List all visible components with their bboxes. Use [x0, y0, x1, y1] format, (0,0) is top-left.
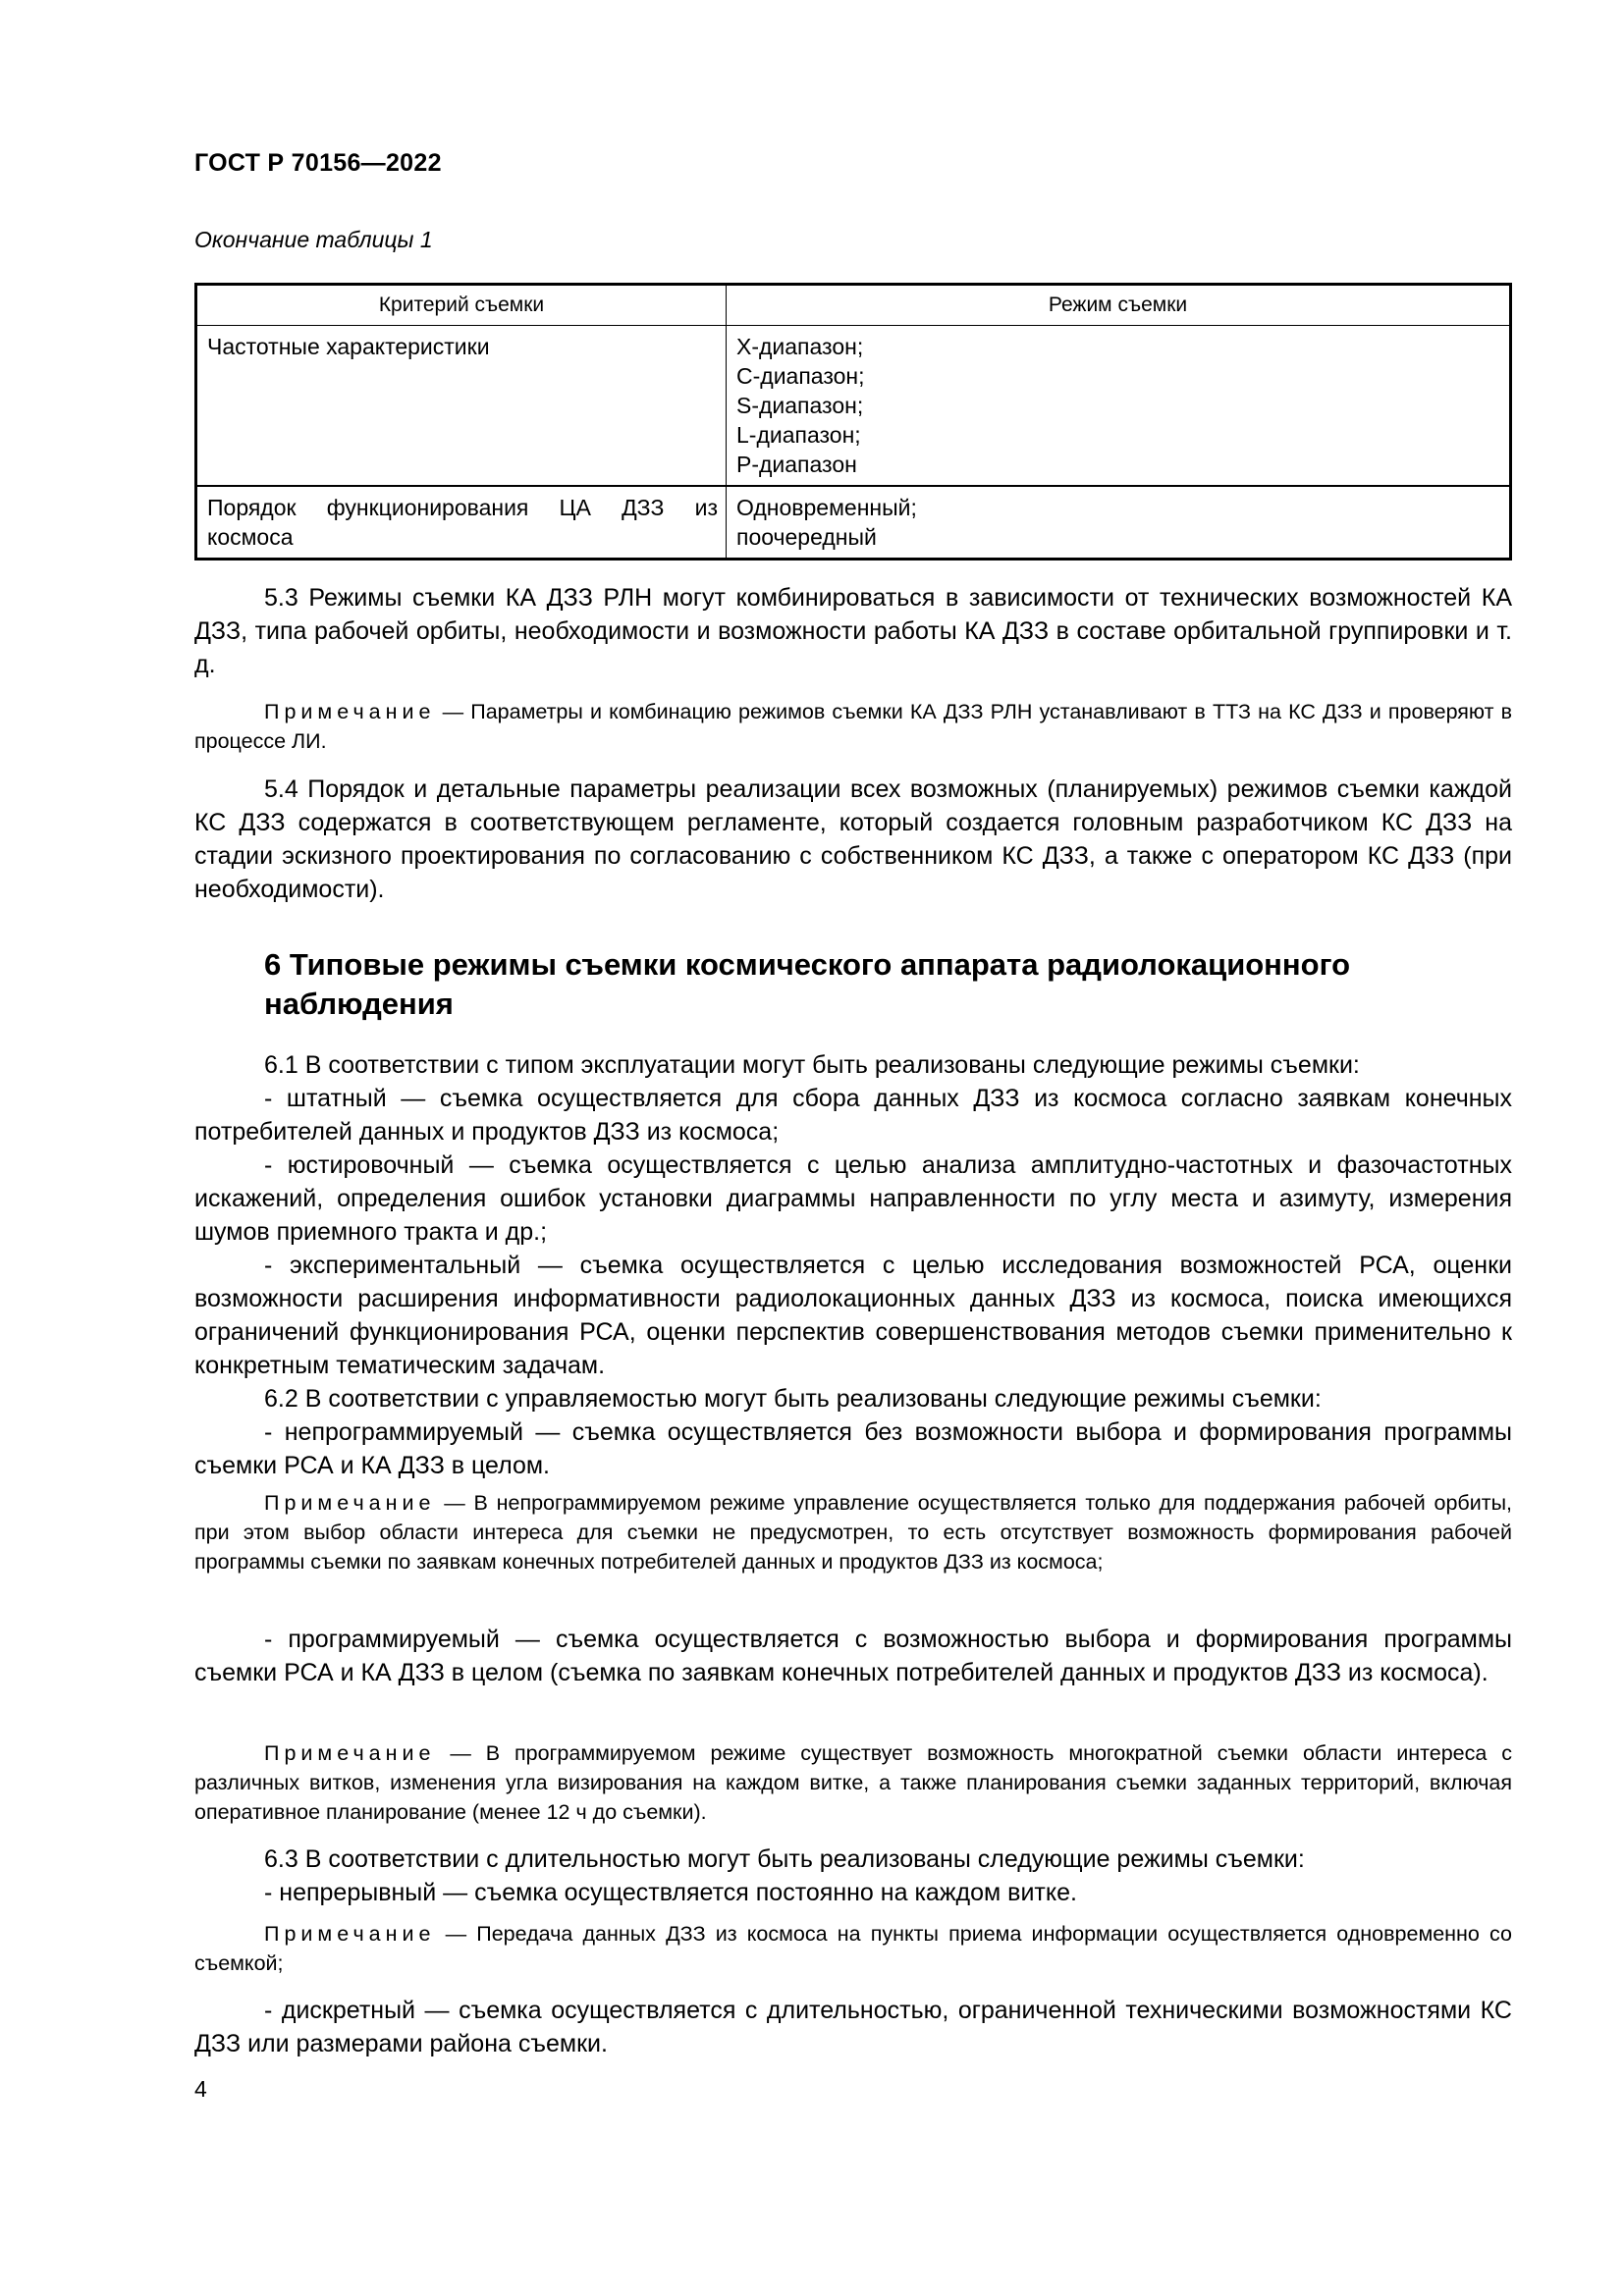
mode-item: поочередный [736, 524, 877, 550]
table-header-mode: Режим съемки [727, 285, 1511, 326]
paragraph-6-1: 6.1 В соответствии с типом эксплуатации могут быть реализованы следующие режимы съемки: [264, 1051, 1360, 1079]
mode-item: С-диапазон; [736, 363, 865, 389]
list-item: - программируемый — съемка осуществляется с возможностью выбора и формирования программы съемки РСА и КА ДЗЗ в целом (съемка по заявкам конечных потребителей данных и продуктов ДЗЗ из космоса). [194, 1626, 1512, 1686]
note-text: — Передача данных ДЗЗ из космоса на пункты приема информации осуществляется одновременно со съемкой; [194, 1922, 1512, 1975]
note-4 [194, 1919, 1512, 1978]
table-row [196, 486, 1511, 560]
paragraph-6-3: 6.3 В соответствии с длительностью могут быть реализованы следующие режимы съемки: [264, 1845, 1305, 1873]
section-6-body-part-2 [194, 1623, 1512, 1689]
note-text: — В программируемом режиме существует возможность многократной съемки области интереса с различных витков, изменения угла визирования на каждом витке, а также планирования съемки заданных территорий, включая оперативное планирование (менее 12 ч до съемки). [194, 1741, 1512, 1824]
table-1 [194, 283, 1512, 561]
paragraph-text: 5.4 Порядок и детальные параметры реализации всех возможных (планируемых) режимов съемки каждой КС ДЗЗ содержатся в соответствующем регламенте, который создается головным разработчиком КС ДЗЗ на стадии эскизного проектирования по согласованию с собственником КС ДЗЗ, а также с оператором КС ДЗЗ (при необходимости). [194, 775, 1512, 903]
paragraph-text: 5.3 Режимы съемки КА ДЗЗ РЛН могут комбинироваться в зависимости от технических возможностей КА ДЗЗ, типа рабочей орбиты, необходимости и возможности работы КА ДЗЗ в составе орбитальной группировки и т. д. [194, 584, 1512, 678]
section-6-title: 6 Типовые режимы съемки космического аппарата радиолокационного наблюдения [264, 947, 1351, 1021]
note-text: — В непрограммируемом режиме управление осуществляется только для поддержания рабочей орбиты, при этом выбор области интереса для съемки не предусмотрен, то есть отсутствует возможность формирования рабочей программы съемки по заявкам конечных потребителей данных и продуктов ДЗЗ из космоса; [194, 1491, 1512, 1574]
table-cell-modes [727, 486, 1511, 560]
note-label: Примечание [264, 1741, 436, 1765]
document-header: ГОСТ Р 70156—2022 [194, 149, 442, 177]
table-cell-criterion [196, 486, 727, 560]
section-6-body-part-1 [194, 1048, 1512, 1482]
list-item: - юстировочный — съемка осуществляется с целью анализа амплитудно-частотных и фазочастотных искажений, определения ошибок установки диаграммы направленности по углу места и азимуту, измерения шумов приемного тракта и др.; [194, 1151, 1512, 1246]
note-label: Примечание [264, 700, 436, 723]
table-caption: Окончание таблицы 1 [194, 227, 433, 252]
criterion-line: космоса [207, 524, 294, 550]
note-text: — Параметры и комбинацию режимов съемки КА ДЗЗ РЛН устанавливают в ТТЗ на КС ДЗЗ и проверяют в процессе ЛИ. [194, 700, 1512, 753]
list-item: - непрограммируемый — съемка осуществляется без возможности выбора и формирования программы съемки РСА и КА ДЗЗ в целом. [194, 1418, 1512, 1479]
mode-item: L-диапазон; [736, 422, 861, 448]
criterion-line: Порядок функционирования ЦА ДЗЗ из [207, 495, 718, 520]
note-1 [194, 697, 1512, 756]
page-number: 4 [194, 2076, 207, 2102]
section-6-body-part-4 [194, 1994, 1512, 2060]
paragraph-5-3 [194, 581, 1512, 681]
list-item: - экспериментальный — съемка осуществляется с целью исследования возможностей РСА, оценки возможности расширения информативности радиолокационных данных ДЗЗ из космоса, поиска имеющихся ограничений функционирования РСА, оценки перспектив совершенствования методов съемки применительно к конкретным тематическим задачам. [194, 1252, 1512, 1379]
paragraph-5-4 [194, 773, 1512, 906]
section-6-body-part-3 [194, 1842, 1512, 1909]
note-3 [194, 1738, 1512, 1827]
note-2 [194, 1488, 1512, 1576]
mode-item: Одновременный; [736, 495, 917, 520]
table-header-criterion: Критерий съемки [196, 285, 727, 326]
mode-item: S-диапазон; [736, 393, 864, 418]
note-label: Примечание [264, 1491, 436, 1515]
table-cell-criterion: Частотные характеристики [196, 326, 727, 487]
paragraph-6-2: 6.2 В соответствии с управляемостью могут быть реализованы следующие режимы съемки: [264, 1385, 1322, 1413]
list-item: - непрерывный — съемка осуществляется постоянно на каждом витке. [264, 1879, 1077, 1906]
table-cell-modes [727, 326, 1511, 487]
list-item: - штатный — съемка осуществляется для сбора данных ДЗЗ из космоса согласно заявкам конечных потребителей данных и продуктов ДЗЗ из космоса; [194, 1085, 1512, 1146]
table-row [196, 326, 1511, 487]
note-label: Примечание [264, 1922, 436, 1946]
mode-item: Х-диапазон; [736, 334, 864, 359]
list-item: - дискретный — съемка осуществляется с длительностью, ограниченной техническими возможностями КС ДЗЗ или размерами района съемки. [194, 1997, 1512, 2057]
mode-item: Р-диапазон [736, 452, 857, 477]
